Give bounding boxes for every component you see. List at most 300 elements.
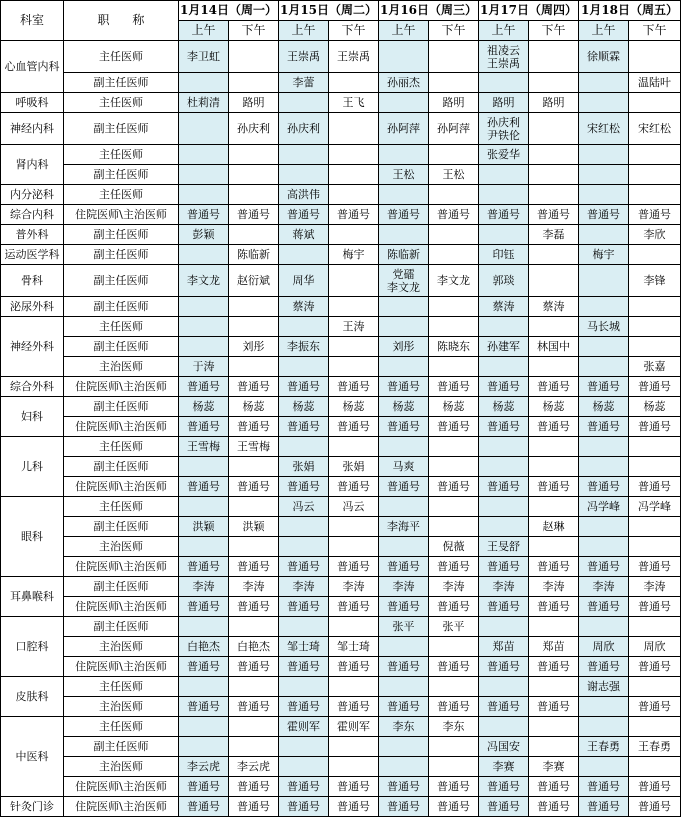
schedule-cell: [229, 297, 279, 317]
schedule-cell: [579, 73, 629, 93]
schedule-cell: 普通号: [329, 377, 379, 397]
schedule-cell: 普通号: [329, 697, 379, 717]
schedule-cell: [429, 737, 479, 757]
schedule-cell: [529, 497, 579, 517]
schedule-cell: [329, 517, 379, 537]
schedule-cell: [529, 357, 579, 377]
schedule-cell: [579, 165, 629, 185]
schedule-cell: [529, 165, 579, 185]
schedule-cell: 蔡涛: [529, 297, 579, 317]
schedule-cell: 张娟: [279, 457, 329, 477]
doctor-title: 副主任医师: [64, 245, 179, 265]
schedule-cell: [229, 225, 279, 245]
schedule-cell: 洪颖: [229, 517, 279, 537]
schedule-cell: 王旻舒: [479, 537, 529, 557]
dept-name: 口腔科: [1, 617, 64, 677]
schedule-cell: 邹士琦: [329, 637, 379, 657]
schedule-row: [1, 617, 681, 637]
doctor-title: 主任医师: [64, 677, 179, 697]
schedule-cell: 普通号: [229, 657, 279, 677]
schedule-row: [1, 797, 681, 817]
schedule-cell: 杨蕊: [379, 397, 429, 417]
schedule-cell: [329, 677, 379, 697]
doctor-title: 副主任医师: [64, 577, 179, 597]
schedule-cell: 杨蕊: [279, 397, 329, 417]
schedule-cell: [579, 617, 629, 637]
doctor-title: 住院医师\主治医师: [64, 597, 179, 617]
schedule-cell: [379, 41, 429, 73]
schedule-cell: [179, 717, 229, 737]
schedule-cell: 陈临新: [229, 245, 279, 265]
dept-name: 儿科: [1, 437, 64, 497]
doctor-title: 副主任医师: [64, 337, 179, 357]
schedule-cell: 普通号: [529, 697, 579, 717]
schedule-cell: 普通号: [479, 657, 529, 677]
schedule-row: [1, 73, 681, 93]
dept-name: 神经外科: [1, 317, 64, 377]
schedule-cell: 普通号: [229, 417, 279, 437]
dept-name: 妇科: [1, 397, 64, 437]
schedule-cell: 李涛: [629, 577, 681, 597]
header-row-days: [1, 1, 681, 21]
schedule-cell: [429, 185, 479, 205]
schedule-cell: [279, 93, 329, 113]
schedule-cell: [279, 245, 329, 265]
schedule-cell: 普通号: [629, 597, 681, 617]
schedule-row: [1, 337, 681, 357]
schedule-cell: [179, 677, 229, 697]
schedule-cell: 李赛: [529, 757, 579, 777]
schedule-cell: 杨蕊: [229, 397, 279, 417]
schedule-cell: 李涛: [379, 577, 429, 597]
schedule-cell: [629, 317, 681, 337]
schedule-cell: [279, 317, 329, 337]
schedule-row: [1, 93, 681, 113]
header-am: 上午: [379, 21, 429, 41]
schedule-cell: 普通号: [379, 205, 429, 225]
schedule-cell: [429, 245, 479, 265]
schedule-cell: [329, 265, 379, 297]
schedule-cell: 李东: [379, 717, 429, 737]
header-pm: 下午: [529, 21, 579, 41]
schedule-cell: [229, 165, 279, 185]
header-am: 上午: [579, 21, 629, 41]
schedule-cell: [429, 517, 479, 537]
schedule-row: [1, 417, 681, 437]
schedule-cell: 普通号: [179, 377, 229, 397]
schedule-cell: 王崇禹: [279, 41, 329, 73]
schedule-cell: 李涛: [479, 577, 529, 597]
dept-name: 运动医学科: [1, 245, 64, 265]
schedule-cell: 普通号: [329, 557, 379, 577]
schedule-cell: [179, 457, 229, 477]
schedule-cell: 普通号: [329, 417, 379, 437]
schedule-cell: 普通号: [429, 697, 479, 717]
schedule-row: [1, 41, 681, 73]
schedule-cell: 郑苗: [479, 637, 529, 657]
schedule-cell: 孙建军: [479, 337, 529, 357]
schedule-row: [1, 757, 681, 777]
schedule-cell: 张平: [429, 617, 479, 637]
header-day: 1月14日（周一）: [179, 1, 279, 21]
schedule-cell: 普通号: [629, 797, 681, 817]
schedule-cell: [329, 225, 379, 245]
schedule-cell: 普通号: [229, 777, 279, 797]
schedule-cell: [229, 457, 279, 477]
schedule-cell: 李锋: [629, 265, 681, 297]
schedule-cell: [179, 73, 229, 93]
dept-name: 中医科: [1, 717, 64, 797]
schedule-row: [1, 697, 681, 717]
schedule-cell: [329, 537, 379, 557]
doctor-title: 副主任医师: [64, 457, 179, 477]
dept-name: 综合外科: [1, 377, 64, 397]
schedule-row: [1, 245, 681, 265]
schedule-cell: 刘彤: [379, 337, 429, 357]
schedule-cell: 徐顺霖: [579, 41, 629, 73]
schedule-cell: 普通号: [429, 777, 479, 797]
schedule-cell: 路明: [479, 93, 529, 113]
schedule-cell: 李蕾: [279, 73, 329, 93]
schedule-cell: 冯国安: [479, 737, 529, 757]
schedule-cell: 王松: [379, 165, 429, 185]
schedule-row: [1, 577, 681, 597]
schedule-cell: 李云虎: [229, 757, 279, 777]
schedule-cell: [429, 41, 479, 73]
schedule-cell: 冯云: [329, 497, 379, 517]
schedule-cell: [479, 165, 529, 185]
schedule-cell: [229, 497, 279, 517]
schedule-row: [1, 637, 681, 657]
schedule-cell: 梅宇: [579, 245, 629, 265]
schedule-cell: [629, 717, 681, 737]
schedule-cell: [579, 357, 629, 377]
schedule-cell: 普通号: [179, 417, 229, 437]
schedule-cell: [329, 73, 379, 93]
schedule-cell: [379, 497, 429, 517]
schedule-cell: 邹士琦: [279, 637, 329, 657]
schedule-cell: 李东: [429, 717, 479, 737]
schedule-cell: 普通号: [629, 657, 681, 677]
schedule-cell: 普通号: [379, 377, 429, 397]
schedule-cell: 高洪伟: [279, 185, 329, 205]
schedule-cell: [629, 517, 681, 537]
schedule-cell: [529, 185, 579, 205]
schedule-cell: [579, 145, 629, 165]
schedule-cell: [479, 497, 529, 517]
schedule-row: [1, 677, 681, 697]
schedule-cell: [629, 337, 681, 357]
schedule-cell: [229, 537, 279, 557]
doctor-title: 副主任医师: [64, 165, 179, 185]
schedule-cell: 普通号: [229, 205, 279, 225]
schedule-row: [1, 537, 681, 557]
schedule-cell: 张嘉: [629, 357, 681, 377]
schedule-cell: 普通号: [629, 377, 681, 397]
dept-name: 内分泌科: [1, 185, 64, 205]
schedule-cell: 孙阿萍: [379, 113, 429, 145]
schedule-cell: 普通号: [629, 205, 681, 225]
schedule-cell: [529, 41, 579, 73]
schedule-cell: [529, 717, 579, 737]
schedule-cell: [279, 737, 329, 757]
schedule-cell: [529, 737, 579, 757]
schedule-cell: [579, 717, 629, 737]
schedule-cell: [479, 677, 529, 697]
schedule-cell: 普通号: [479, 597, 529, 617]
schedule-cell: 普通号: [279, 657, 329, 677]
dept-name: 皮肤科: [1, 677, 64, 717]
schedule-cell: 普通号: [529, 477, 579, 497]
schedule-cell: 孙庆利 尹铁伦: [479, 113, 529, 145]
schedule-cell: [629, 93, 681, 113]
schedule-cell: 蔡涛: [279, 297, 329, 317]
schedule-cell: [179, 185, 229, 205]
schedule-cell: 普通号: [529, 657, 579, 677]
schedule-cell: 杨蕊: [429, 397, 479, 417]
schedule-cell: 李卫虹: [179, 41, 229, 73]
doctor-title: 主任医师: [64, 145, 179, 165]
schedule-cell: [229, 357, 279, 377]
schedule-cell: [279, 165, 329, 185]
schedule-cell: [529, 265, 579, 297]
schedule-cell: [429, 357, 479, 377]
schedule-cell: [279, 437, 329, 457]
schedule-cell: 普通号: [279, 557, 329, 577]
schedule-cell: 普通号: [629, 417, 681, 437]
schedule-cell: [429, 437, 479, 457]
schedule-cell: [279, 517, 329, 537]
schedule-cell: 普通号: [179, 777, 229, 797]
schedule-cell: [629, 457, 681, 477]
doctor-title: 主任医师: [64, 717, 179, 737]
schedule-cell: [379, 677, 429, 697]
schedule-cell: 杨蕊: [479, 397, 529, 417]
schedule-cell: [529, 317, 579, 337]
schedule-cell: [629, 537, 681, 557]
header-pm: 下午: [429, 21, 479, 41]
schedule-cell: 普通号: [579, 377, 629, 397]
doctor-title: 副主任医师: [64, 297, 179, 317]
schedule-cell: 普通号: [579, 797, 629, 817]
header-day: 1月15日（周二）: [279, 1, 379, 21]
schedule-cell: [379, 93, 429, 113]
schedule-cell: 马长城: [579, 317, 629, 337]
schedule-cell: 普通号: [229, 597, 279, 617]
schedule-cell: 陈晓东: [429, 337, 479, 357]
dept-name: 普外科: [1, 225, 64, 245]
schedule-cell: [179, 113, 229, 145]
doctor-title: 住院医师\主治医师: [64, 377, 179, 397]
schedule-cell: 谢志强: [579, 677, 629, 697]
schedule-cell: [379, 225, 429, 245]
schedule-cell: [379, 297, 429, 317]
doctor-title: 主任医师: [64, 497, 179, 517]
schedule-cell: 李文龙: [179, 265, 229, 297]
schedule-cell: 李赛: [479, 757, 529, 777]
schedule-cell: [429, 317, 479, 337]
schedule-cell: 普通号: [179, 797, 229, 817]
schedule-cell: [529, 537, 579, 557]
schedule-cell: [279, 357, 329, 377]
header-dept: 科室: [1, 1, 64, 41]
schedule-cell: 普通号: [379, 597, 429, 617]
schedule-row: [1, 357, 681, 377]
schedule-cell: 普通号: [429, 597, 479, 617]
schedule-cell: [329, 337, 379, 357]
schedule-cell: 普通号: [329, 777, 379, 797]
schedule-cell: 普通号: [279, 697, 329, 717]
header-am: 上午: [179, 21, 229, 41]
schedule-cell: 杨蕊: [179, 397, 229, 417]
schedule-cell: 张平: [379, 617, 429, 637]
header-day: 1月16日（周三）: [379, 1, 479, 21]
schedule-cell: [329, 357, 379, 377]
schedule-cell: [579, 265, 629, 297]
schedule-cell: [479, 225, 529, 245]
schedule-cell: 冯学峰: [629, 497, 681, 517]
schedule-cell: 普通号: [379, 417, 429, 437]
schedule-cell: [529, 677, 579, 697]
schedule-cell: [379, 757, 429, 777]
schedule-cell: [179, 165, 229, 185]
schedule-cell: [329, 165, 379, 185]
schedule-cell: 普通号: [379, 797, 429, 817]
schedule-cell: 周华: [279, 265, 329, 297]
schedule-cell: 普通号: [279, 797, 329, 817]
dept-name: 心血管内科: [1, 41, 64, 93]
schedule-cell: 普通号: [579, 417, 629, 437]
header-am: 上午: [479, 21, 529, 41]
schedule-cell: 普通号: [579, 657, 629, 677]
schedule-cell: 李磊: [529, 225, 579, 245]
doctor-title: 住院医师\主治医师: [64, 777, 179, 797]
schedule-cell: 李涛: [329, 577, 379, 597]
schedule-cell: [329, 757, 379, 777]
schedule-cell: 普通号: [329, 205, 379, 225]
schedule-cell: 白艳杰: [179, 637, 229, 657]
schedule-row: [1, 145, 681, 165]
schedule-cell: 于涛: [179, 357, 229, 377]
schedule-cell: [429, 457, 479, 477]
schedule-cell: 普通号: [279, 417, 329, 437]
schedule-cell: [479, 457, 529, 477]
schedule-cell: 赵琳: [529, 517, 579, 537]
schedule-cell: 王飞: [329, 93, 379, 113]
schedule-cell: 彭颖: [179, 225, 229, 245]
schedule-cell: 梅宇: [329, 245, 379, 265]
schedule-cell: 普通号: [529, 417, 579, 437]
schedule-cell: 普通号: [229, 697, 279, 717]
schedule-cell: [379, 437, 429, 457]
schedule-cell: 普通号: [279, 597, 329, 617]
doctor-title: 主治医师: [64, 637, 179, 657]
schedule-cell: 普通号: [529, 777, 579, 797]
schedule-cell: [229, 617, 279, 637]
schedule-cell: 普通号: [479, 797, 529, 817]
schedule-cell: [479, 437, 529, 457]
doctor-title: 主任医师: [64, 437, 179, 457]
schedule-cell: 路明: [429, 93, 479, 113]
schedule-cell: 普通号: [179, 557, 229, 577]
schedule-cell: [179, 537, 229, 557]
doctor-title: 副主任医师: [64, 225, 179, 245]
schedule-cell: 普通号: [429, 557, 479, 577]
header-pm: 下午: [629, 21, 681, 41]
dept-name: 泌尿外科: [1, 297, 64, 317]
schedule-cell: 普通号: [579, 777, 629, 797]
schedule-cell: 孙阿萍: [429, 113, 479, 145]
schedule-cell: 普通号: [629, 557, 681, 577]
schedule-cell: [579, 537, 629, 557]
schedule-row: [1, 113, 681, 145]
schedule-cell: 王崇禹: [329, 41, 379, 73]
schedule-cell: [179, 497, 229, 517]
schedule-cell: [579, 185, 629, 205]
schedule-row: [1, 297, 681, 317]
schedule-cell: [579, 337, 629, 357]
doctor-title: 主任医师: [64, 93, 179, 113]
schedule-cell: [379, 537, 429, 557]
schedule-cell: 普通号: [429, 377, 479, 397]
doctor-title: 副主任医师: [64, 517, 179, 537]
schedule-row: [1, 185, 681, 205]
schedule-cell: [379, 185, 429, 205]
schedule-cell: 杨蕊: [329, 397, 379, 417]
dept-name: 神经内科: [1, 113, 64, 145]
schedule-cell: 杨蕊: [629, 397, 681, 417]
schedule-row: [1, 597, 681, 617]
schedule-cell: [229, 145, 279, 165]
schedule-cell: 普通号: [529, 597, 579, 617]
doctor-title: 副主任医师: [64, 617, 179, 637]
schedule-cell: [279, 677, 329, 697]
schedule-cell: [329, 297, 379, 317]
doctor-title: 主治医师: [64, 757, 179, 777]
schedule-cell: 普通号: [479, 697, 529, 717]
schedule-cell: 李海平: [379, 517, 429, 537]
schedule-cell: 普通号: [429, 205, 479, 225]
schedule-cell: 普通号: [379, 657, 429, 677]
schedule-cell: 霍则军: [329, 717, 379, 737]
schedule-cell: 孙庆利: [229, 113, 279, 145]
schedule-cell: 蔡涛: [479, 297, 529, 317]
schedule-cell: [629, 757, 681, 777]
doctor-title: 副主任医师: [64, 73, 179, 93]
header-day: 1月17日（周四）: [479, 1, 579, 21]
schedule-cell: [379, 737, 429, 757]
schedule-cell: [529, 245, 579, 265]
schedule-cell: 林国中: [529, 337, 579, 357]
schedule-cell: [329, 113, 379, 145]
doctor-title: 住院医师\主治医师: [64, 205, 179, 225]
schedule-cell: 李涛: [229, 577, 279, 597]
doctor-title: 副主任医师: [64, 737, 179, 757]
schedule-cell: 普通号: [179, 697, 229, 717]
schedule-cell: [179, 145, 229, 165]
schedule-cell: [279, 537, 329, 557]
schedule-cell: [429, 677, 479, 697]
schedule-cell: 王春勇: [629, 737, 681, 757]
schedule-cell: [429, 637, 479, 657]
schedule-cell: [629, 617, 681, 637]
schedule-cell: 张娟: [329, 457, 379, 477]
schedule-cell: [579, 297, 629, 317]
schedule-cell: 普通号: [179, 657, 229, 677]
schedule-cell: 赵衍斌: [229, 265, 279, 297]
schedule-cell: 路明: [229, 93, 279, 113]
schedule-cell: [429, 757, 479, 777]
